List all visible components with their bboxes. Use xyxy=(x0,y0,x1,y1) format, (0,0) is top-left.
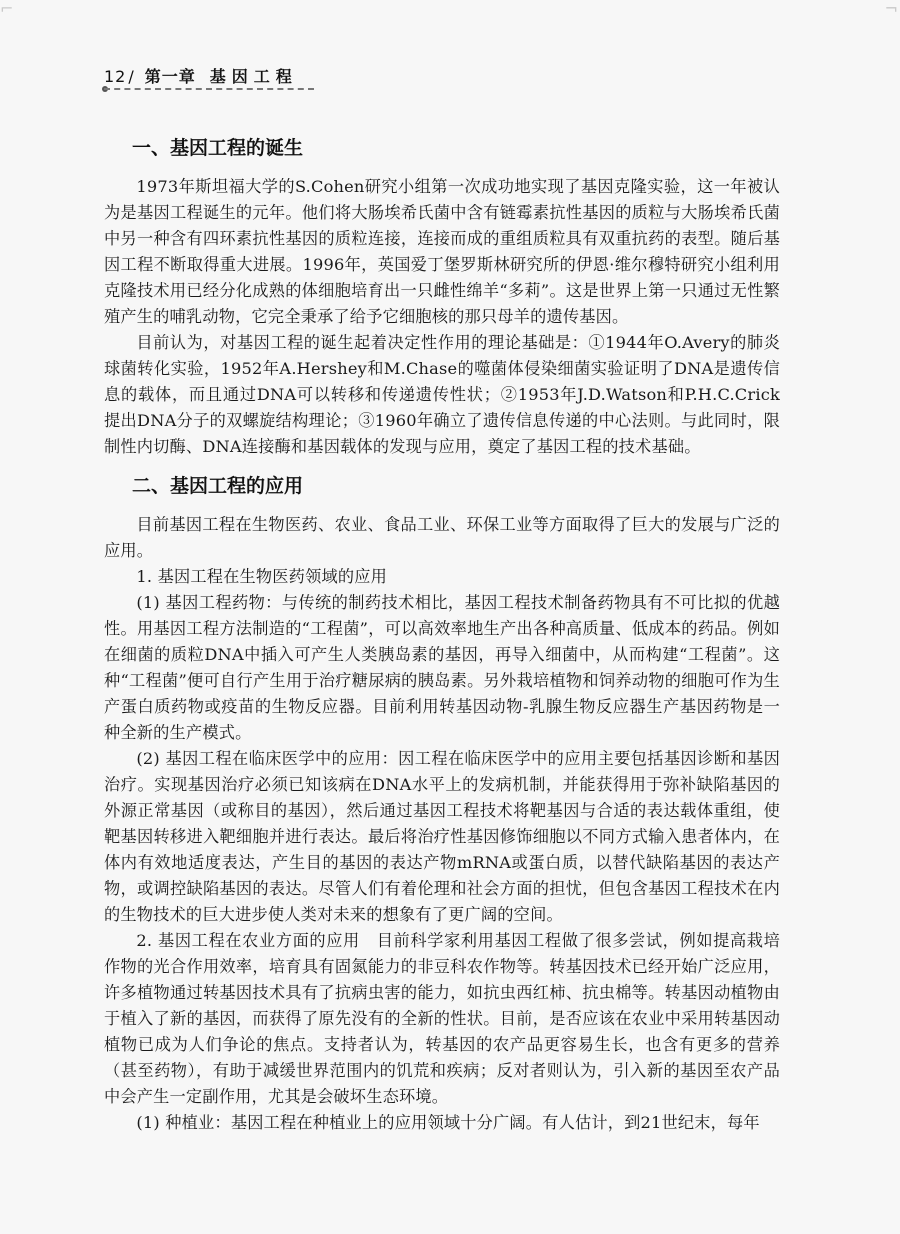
crop-mark-top-left: ⌐ xyxy=(0,0,14,18)
paragraph-birth-history: 1973年斯坦福大学的S.Cohen研究小组第一次成功地实现了基因克隆实验，这一年被认为是基因工程诞生的元年。他们将大肠埃希氏菌中含有链霉素抗性基因的质粒与大肠埃希氏菌中另一种含有四环素抗性基因的质粒连接，连接而成的重组质粒具有双重抗药的表型。随后基因工程不断取得重大进展。1996年，英国爱丁堡罗斯林研究所的伊恩·维尔穆特研究小组利用克隆技术用已经分化成熟的体细胞培育出一只雌性绵羊“多莉”。这是世界上第一只通过无性繁殖产生的哺乳动物，它完全秉承了给予它细胞核的那只母羊的遗传基因。 xyxy=(104,177,780,326)
paragraph-agriculture: 2. 基因工程在农业方面的应用 目前科学家利用基因工程做了很多尝试，例如提高栽培作物的光合作用效率，培育具有固氮能力的非豆科农作物等。转基因技术已经开始广泛应用，许多植物通过转基因技术具有了抗病虫害的能力，如抗虫西红柿、抗虫棉等。转基因动植物由于植入了新的基因，而获得了原先没有的全新的性状。目前，是否应该在农业中采用转基因动植物已成为人们争论的焦点。支持者认为，转基因的农产品更容易生长，也含有更多的营养（甚至药物），有助于减缓世界范围内的饥荒和疾病；反对者则认为，引入新的基因至农产品中会产生一定副作用，尤其是会破坏生态环境。 xyxy=(104,931,780,1106)
paragraph-birth-theory: 目前认为，对基因工程的诞生起着决定性作用的理论基础是：①1944年O.Avery的肺炎球菌转化实验，1952年A.Hershey和M.Chase的噬菌体侵染细菌实验证明了DNA是遗传信息的载体，而且通过DNA可以转移和传递遗传性状；②1953年J.D.Watson和P.H.C.Crick提出DNA分子的双螺旋结构理论；③1960年确立了遗传信息传递的中心法则。与此同时，限制性内切酶、DNA连接酶和基因载体的发现与应用，奠定了基因工程的技术基础。 xyxy=(104,333,780,456)
header-slash: / xyxy=(128,67,135,86)
header-dashed-rule xyxy=(104,88,314,90)
paragraph-application-intro: 目前基因工程在生物医药、农业、食品工业、环保工业等方面取得了巨大的发展与广泛的应用。 xyxy=(104,515,780,560)
section-heading-application: 二、基因工程的应用 xyxy=(132,475,304,497)
chapter-title: 基因工程 xyxy=(209,67,298,86)
crop-mark-top-right: ¬ xyxy=(884,0,898,18)
paragraph-planting: (1) 种植业：基因工程在种植业上的应用领域十分广阔。有人估计，到21世纪末，每年 xyxy=(136,1113,760,1132)
chapter-label: 第一章 xyxy=(144,67,196,86)
page-number: 12 xyxy=(104,67,127,86)
subheading-biomedicine: 1. 基因工程在生物医药领域的应用 xyxy=(136,567,388,586)
running-header xyxy=(104,64,298,87)
paragraph-clinical-medicine: (2) 基因工程在临床医学中的应用：因工程在临床医学中的应用主要包括基因诊断和基因治疗。实现基因治疗必须已知该病在DNA水平上的发病机制，并能获得用于弥补缺陷基因的外源正常基因（或称目的基因），然后通过基因工程技术将靶基因与合适的表达载体重组，使靶基因转移进入靶细胞并进行表达。最后将治疗性基因修饰细胞以不同方式输入患者体内，在体内有效地适度表达，产生目的基因的表达产物mRNA或蛋白质，以替代缺陷基因的表达产物，或调控缺陷基因的表达。尽管人们有着伦理和社会方面的担忧，但包含基因工程技术在内的生物技术的巨大进步使人类对未来的想象有了更广阔的空间。 xyxy=(104,749,780,924)
page-body xyxy=(104,118,780,1136)
section-heading-birth: 一、基因工程的诞生 xyxy=(132,137,304,159)
paragraph-gene-drugs: (1) 基因工程药物：与传统的制药技术相比，基因工程技术制备药物具有不可比拟的优越性。用基因工程方法制造的“工程菌”，可以高效率地生产出各种高质量、低成本的药品。例如在细菌的质粒DNA中插入可产生人类胰岛素的基因，再导入细菌中，从而构建“工程菌”。这种“工程菌”便可自行产生用于治疗糖尿病的胰岛素。另外栽培植物和饲养动物的细胞可作为生产蛋白质药物或疫苗的生物反应器。目前利用转基因动物-乳腺生物反应器生产基因药物是一种全新的生产模式。 xyxy=(104,593,780,742)
